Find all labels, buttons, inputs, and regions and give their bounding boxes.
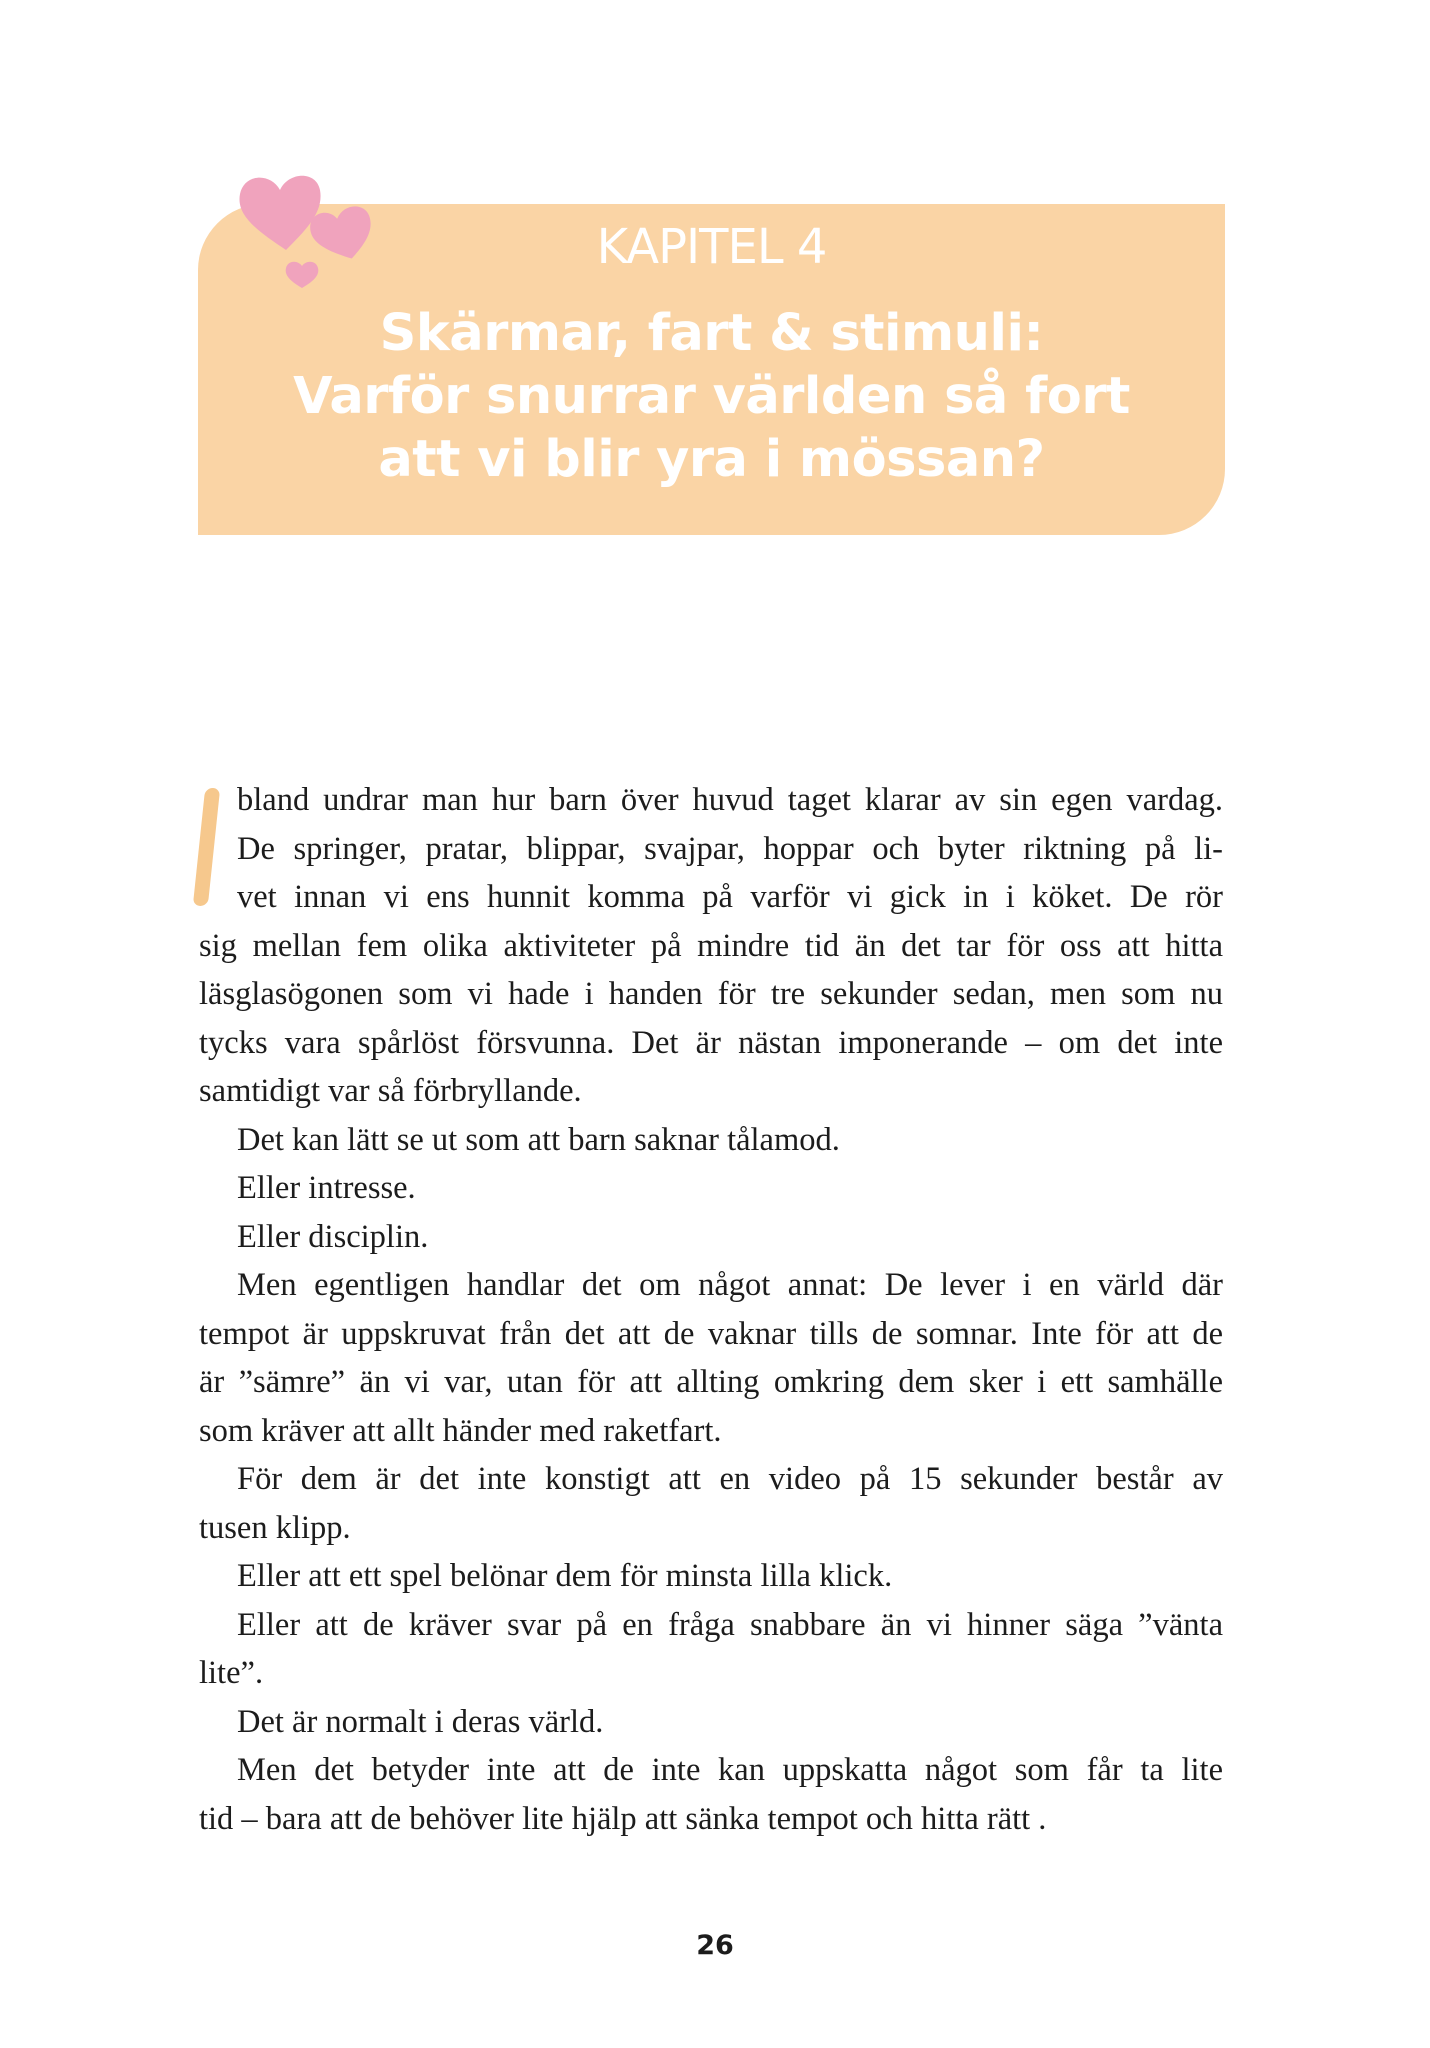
body-line: sig mellan fem olika aktiviteter på mindre tid än det tar för oss att hitta <box>199 927 1223 964</box>
body-line: De springer, pratar, blippar, svajpar, hoppar och byter riktning på li- <box>237 830 1223 867</box>
body-line: är ”sämre” än vi var, utan för att allting omkring dem sker i ett samhälle <box>199 1364 1223 1400</box>
body-line: För dem är det inte konstigt att en video på 15 sekunder består av <box>237 1461 1223 1497</box>
body-line: samtidigt var så förbryllande. <box>199 1073 582 1109</box>
body-line: bland undrar man hur barn över huvud taget klarar av sin egen vardag. <box>237 782 1223 818</box>
chapter-title <box>198 302 1225 491</box>
chapter-label: KAPITEL 4 <box>596 219 827 275</box>
body-line: Men det betyder inte att de inte kan uppskatta något som får ta lite <box>237 1752 1223 1788</box>
chapter-title-line: att vi blir yra i mössan? <box>378 430 1045 489</box>
page-number: 26 <box>696 1930 734 1961</box>
body-line: läsglasögonen som vi hade i handen för tre sekunder sedan, men som nu <box>199 976 1223 1012</box>
body-line: Men egentligen handlar det om något annat: De lever i en värld där <box>237 1267 1223 1303</box>
body-line: tusen klipp. <box>199 1509 351 1546</box>
body-line: lite”. <box>199 1655 264 1691</box>
body-line: Eller att de kräver svar på en fråga snabbare än vi hinner säga ”vänta <box>237 1606 1223 1643</box>
body-line: Eller att ett spel belönar dem för minsta lilla klick. <box>237 1558 893 1594</box>
body-line: tid – bara att de behöver lite hjälp att sänka tempot och hitta rätt . <box>199 1800 1047 1837</box>
chapter-title-line: Varför snurrar världen så fort <box>293 367 1130 426</box>
body-line: Eller intresse. <box>237 1170 416 1206</box>
body-line: som kräver att allt händer med raketfart. <box>199 1412 722 1449</box>
body-text <box>199 776 1223 1843</box>
body-line: Det kan lätt se ut som att barn saknar tålamod. <box>237 1121 840 1158</box>
body-line: tempot är uppskruvat från det att de vaknar tills de somnar. Inte för att de <box>199 1315 1223 1352</box>
body-line: tycks vara spårlöst försvunna. Det är nästan imponerande – om det inte <box>199 1024 1223 1061</box>
body-line: Det är normalt i deras värld. <box>237 1703 604 1740</box>
chapter-title-line: Skärmar, fart & stimuli: <box>379 304 1044 363</box>
body-line: Eller disciplin. <box>237 1218 429 1255</box>
body-line: vet innan vi ens hunnit komma på varför vi gick in i köket. De rör <box>237 879 1223 915</box>
